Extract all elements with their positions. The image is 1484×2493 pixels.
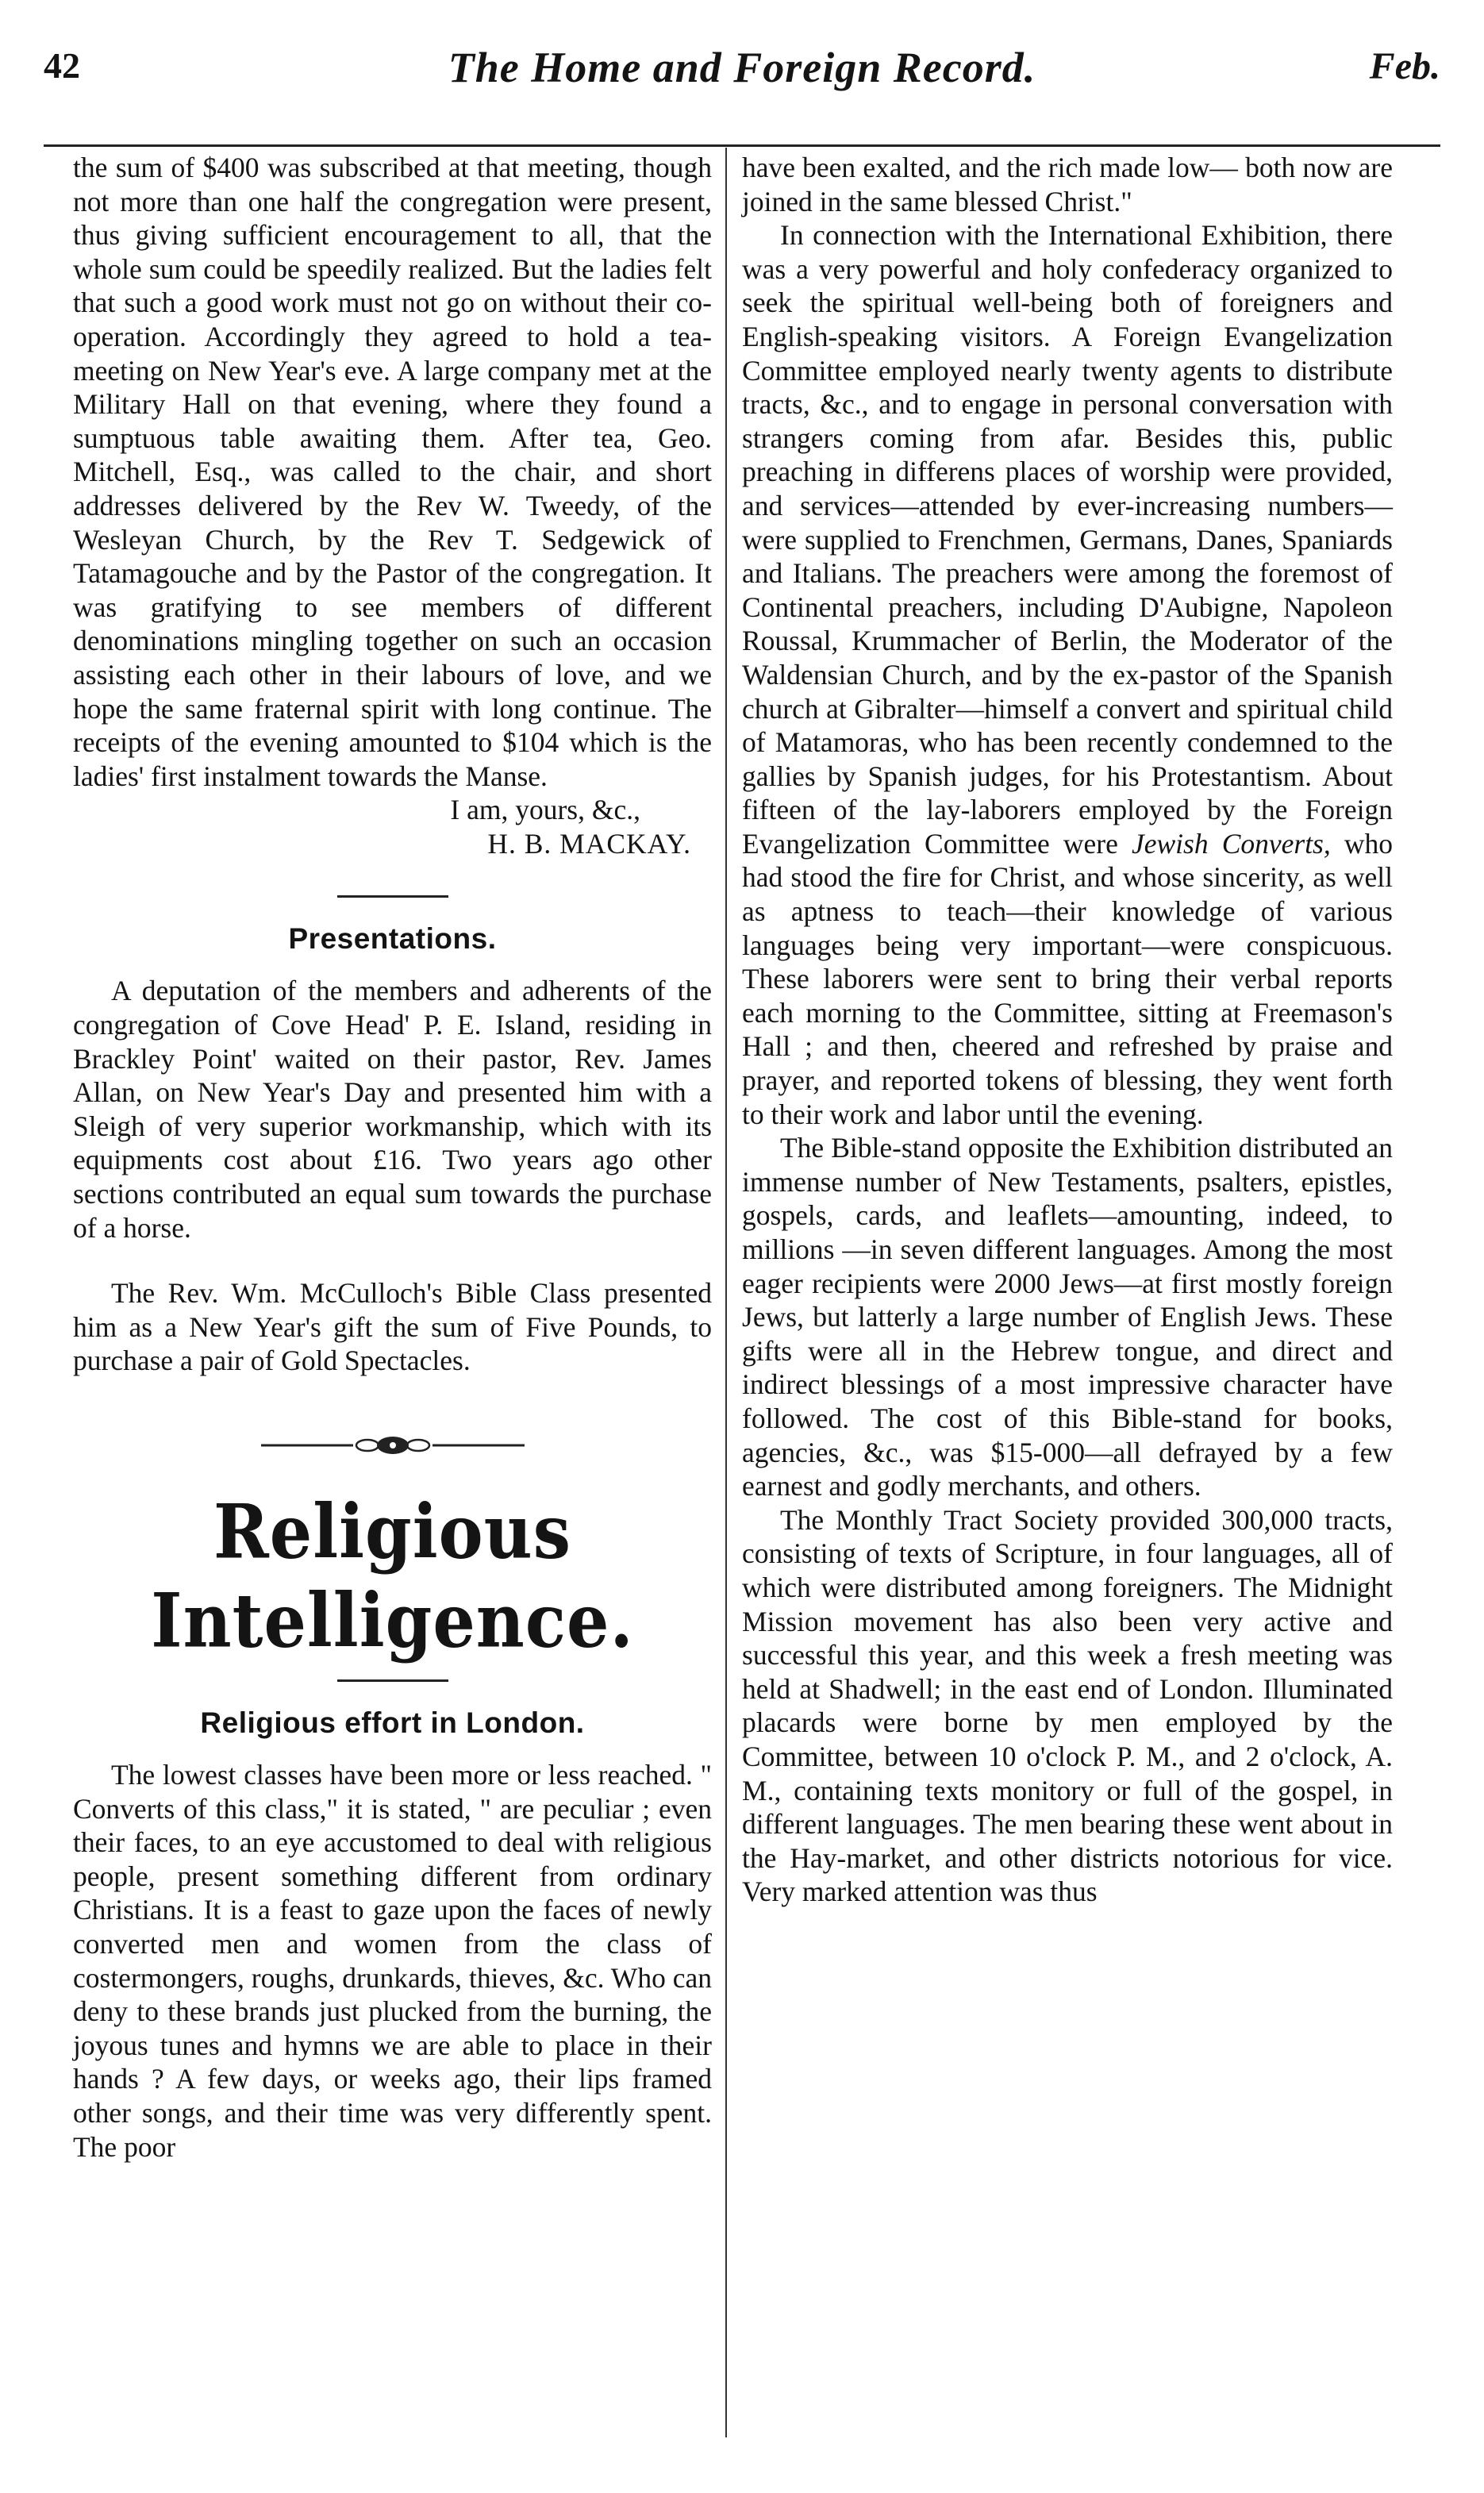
exhibition-paragraph	[742, 218, 1393, 1131]
exhibition-text: In connection with the International Exhibition, there was a very powerful and holy confederacy organized to seek the spiritual well-being both of foreigners and English-speaking visitors. A Foreign Evangelization Committee employed nearly twenty agents to distribute tracts, &c., and to engage in personal conversation with strangers coming from afar. Besides this, public preaching in differens places of worship were provided, and services—attended by ever-increasing numbers—were supplied to Frenchmen, Germans, Danes, Spaniards and Italians. The preachers were among the foremost of Continental preachers, including D'Aubigne, Napoleon Roussal, Krummacher of Berlin, the Moderator of the Waldensian Church, and by the ex-pastor of the Spanish church at Gibralter—himself a convert and spiritual child of Matamoras, who has been recently condemned to the gallies by Spanish judges, for his Protestantism. About fifteen of the lay-laborers employed by the Foreign Evangelization Committee were	[742, 219, 1393, 860]
bible-stand-paragraph: The Bible-stand opposite the Exhibition distributed an immense number of New Testaments, psalters, epistles, gospels, cards, and leaflets—amounting, indeed, to millions —in seven different languages. Among the most eager recipients were 2000 Jews—at first mostly foreign Jews, but latterly a large number of English Jews. These gifts were all in the Hebrew tongue, and direct and indirect blessings of a most impressive character have followed. The cost of this Bible-stand for books, agencies, &c., was $15-000—all defrayed by a few earnest and godly merchants, and others.	[742, 1132, 1393, 1502]
signoff-closing: I am, yours, &c.,	[450, 794, 640, 826]
running-head	[44, 38, 1440, 102]
presentations-paragraph: A deputation of the members and adherents of the congregation of Cove Head' P. E. Island, residing in Brackley Point' waited on their pastor, Rev. James Allan, on New Year's Day and presented him with a Sleigh of very superior workmanship, which with its equipments cost about £16. Two years ago other sections contributed an equal sum towards the purchase of a horse.	[73, 975, 712, 1244]
ornamental-divider-icon	[258, 1433, 528, 1457]
religious-effort-subheading: Religious effort in London.	[200, 1706, 585, 1739]
jewish-converts-emphasis: Jewish Converts,	[1131, 827, 1331, 860]
page-number: 42	[44, 45, 80, 86]
right-column	[742, 151, 1393, 1909]
section-separator-rule	[337, 895, 448, 898]
issue-month: Feb.	[1369, 45, 1440, 87]
religious-intelligence-title: Religious Intelligence.	[151, 1487, 634, 1664]
exhibition-text-continued: who had stood the fire for Christ, and whose sincerity, as well as aptness to teach—their knowledge of various languages being very important—were conspicuous. These laborers were sent to bring their verbal reports each morning to the Committee, sitting at Freemason's Hall ; and then, cheered and refreshed by praise and prayer, and reported tokens of blessing, they went forth to their work and labor until the evening.	[742, 827, 1394, 1130]
presentations-paragraph: The Rev. Wm. McCulloch's Bible Class presented him as a New Year's gift the sum of Five Pounds, to purchase a pair of Gold Spectacles.	[73, 1277, 712, 1377]
religious-effort-paragraph: The lowest classes have been more or less reached. " Converts of this class," it is stated, " are peculiar ; even their faces, to an eye accustomed to deal with religious people, present something different from ordinary Christians. It is a feast to gaze upon the faces of newly converted men and women from the class of costermongers, roughs, drunkards, thieves, &c. Who can deny to these brands just plucked from the burning, the joyous tunes and hymns we are able to place in their hands ? A few days, or weeks ago, their lips framed other songs, and their time was very differently spent. The poor	[73, 1759, 712, 2163]
journal-title: The Home and Foreign Record.	[448, 44, 1036, 91]
tract-society-paragraph: The Monthly Tract Society provided 300,000 tracts, consisting of texts of Scripture, in four languages, all of which were distributed among foreigners. The Midnight Mission movement has also been very active and successful this year, and this week a fresh meeting was held at Shadwell; in the east end of London. Illuminated placards were borne by men employed by the Committee, between 10 o'clock P. M., and 2 o'clock, A. M., containing texts monitory or full of the gospel, in different languages. The men bearing these went about in the Hay-market, and other districts notorious for vice. Very marked attention was thus	[742, 1503, 1393, 1908]
column-divider	[725, 148, 727, 2437]
signoff-signature: H. B. MACKAY.	[487, 827, 691, 860]
letter-continuation: the sum of $400 was subscribed at that meeting, though not more than one half the congregation were present, thus giving sufficient encouragement to all, that the whole sum could be speedily realized. But the ladies felt that such a good work must not go on without their co-operation. Accordingly they agreed to hold a tea-meeting on New Year's eve. A large company met at the Military Hall on that evening, where they found a sumptuous table awaiting them. After tea, Geo. Mitchell, Esq., was called to the chair, and short addresses delivered by the Rev W. Tweedy, of the Wesleyan Church, by the Rev T. Sedgewick of Tatamagouche and by the Pastor of the congregation. It was gratifying to see members of different denominations mingling together on such an occasion assisting each other in their labours of love, and we hope the same fraternal spirit with long continue. The receipts of the evening amounted to $104 which is the ladies' first instalment towards the Manse.	[73, 152, 712, 792]
paragraph-gap	[73, 1245, 712, 1276]
header-rule	[44, 144, 1440, 147]
presentations-heading: Presentations.	[288, 922, 497, 956]
letter-signoff	[73, 793, 712, 860]
left-column	[73, 151, 712, 2164]
title-rule	[337, 1679, 448, 1682]
continued-paragraph: have been exalted, and the rich made low— both now are joined in the same blessed Christ."	[742, 152, 1393, 217]
